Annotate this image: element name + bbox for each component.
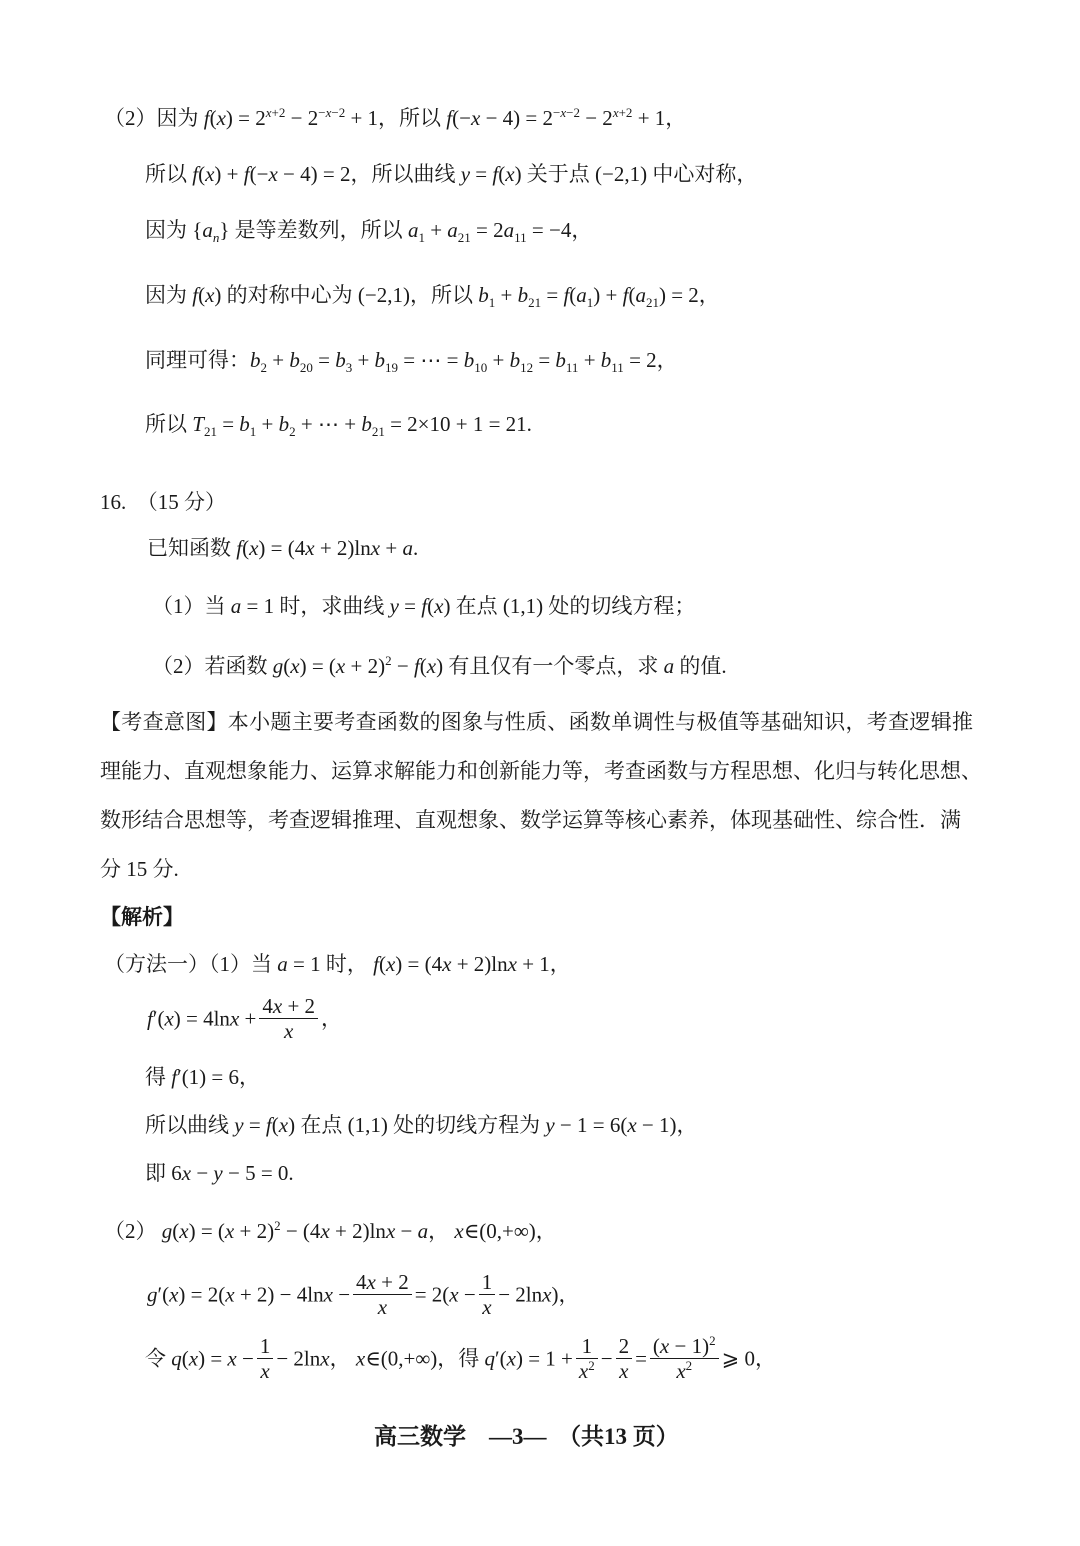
line-5: 同理可得：$b_2 + b_{20} = b_3 + b_{19}$ = ⋯ = $b_{10} + b_{12} = b_{11} + b_{11} = 2$， — [145, 348, 678, 376]
part-2-g: （2） $g(x) = (x + 2)^2 - (4x + 2)\ln x - a$， x∈(0,+∞)， — [104, 1218, 557, 1243]
page-footer: 高三数学 —3— （共13 页） — [374, 1424, 679, 1449]
problem-16-part-1: （1）当 a = 1 时，求曲线 y = f(x) 在点 (1,1) 处的切线方程； — [152, 594, 696, 618]
line-2: 所以 f(x) + f(−x − 4) = 2，所以曲线 y = f(x) 关于点 (−2,1) 中心对称， — [145, 162, 758, 186]
line-1: （2）因为 $f(x) = 2^{x+2} - 2^{-x-2} + 1$，所以 $f(-x - 4) = 2^{-x-2} - 2^{x+2} + 1$， — [104, 105, 687, 130]
tangent-line: 所以曲线 y = f(x) 在点 (1,1) 处的切线方程为 y − 1 = 6(x − 1)， — [145, 1113, 698, 1137]
problem-16-header: 16. （15 分） — [100, 490, 226, 514]
derivative-value: 得 f′(1) = 6， — [145, 1065, 261, 1089]
line-6: 所以 $T_{21} = b_1 + b_2$ + ⋯ + $b_{21} = 2\times 10 + 1 = 21$. — [145, 412, 532, 440]
intent-line-1: 【考查意图】本小题主要考查函数的图象与性质、函数单调性与极值等基础知识，考查逻辑推 — [100, 710, 974, 734]
tangent-result: 即 6x − y − 5 = 0. — [145, 1161, 294, 1185]
part-2-q: 令 q(x) = x − $\frac{1}{x}$ − 2lnx， x∈(0,+∞)，得 q′(x) = 1 + $\frac{1}{x^2}$ − $\frac{2}{x}$ = $\frac{(x - 1)^2}{x^2}$ ⩾ 0， — [145, 1333, 776, 1384]
intent-line-2: 理能力、直观想象能力、运算求解能力和创新能力等，考查函数与方程思想、化归与转化思想、 — [100, 759, 982, 783]
part-2-g-prime: g′(x) = 2(x + 2) − 4lnx − $\frac{4x + 2}{x}$ = 2(x − $\frac{1}{x}$ − 2lnx)， — [147, 1270, 580, 1320]
line-4: 因为 f(x) 的对称中心为 (−2,1)，所以 $b_1 + b_{21} = f(a_1) + f(a_{21}) = 2$， — [145, 283, 720, 311]
solution-line-1: （方法一）（1）当 a = 1 时， f(x) = (4x + 2)lnx + 1， — [104, 952, 571, 976]
intent-line-4: 分 15 分. — [100, 857, 179, 881]
line-3: 因为 $\{a_n\}$ 是等差数列，所以 $a_1 + a_{21} = 2a_{11} = -4$， — [145, 218, 593, 246]
problem-16-part-2: （2）若函数 $g(x) = (x + 2)^2 - f(x)$ 有且仅有一个零点，求 a 的值. — [152, 653, 727, 678]
problem-16-statement: 已知函数 f(x) = (4x + 2)lnx + a. — [147, 536, 419, 560]
derivative-line: f′(x) = 4lnx + $\frac{4x + 2}{x}$ ， — [147, 994, 343, 1044]
analysis-heading: 【解析】 — [100, 905, 184, 929]
intent-line-3: 数形结合思想等，考查逻辑推理、直观想象、数学运算等核心素养，体现基础性、综合性．满 — [100, 808, 961, 832]
